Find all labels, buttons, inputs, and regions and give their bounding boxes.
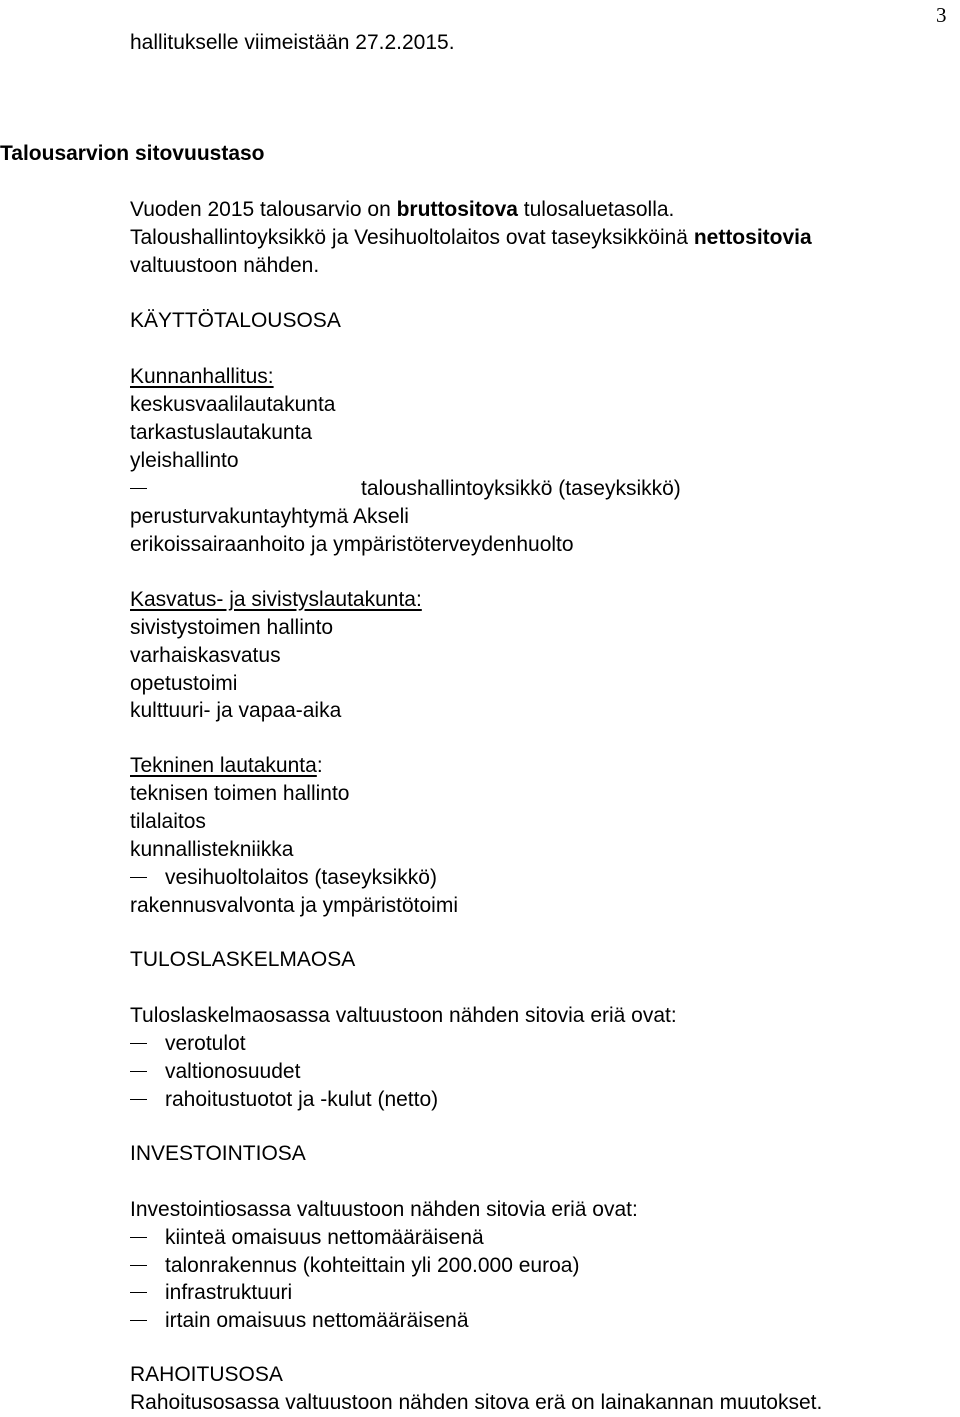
- investment-item-0: kiinteä omaisuus nettomääräisenä: [165, 1226, 484, 1249]
- dash-bullet: [130, 1043, 147, 1044]
- investment-item-row-3: [130, 1307, 469, 1335]
- investment-heading: INVESTOINTIOSA: [130, 1142, 306, 1165]
- income-item-row-0: [130, 1030, 246, 1058]
- investment-intro: Investointiosassa valtuustoon nähden sitovia eriä ovat:: [130, 1198, 638, 1221]
- binding-level-line-1a: Vuoden 2015 talousarvio on: [130, 198, 397, 221]
- investment-item-2: infrastruktuuri: [165, 1281, 293, 1304]
- kunnanhallitus-item-4: erikoissairaanhoito ja ympäristöterveydenhuolto: [130, 533, 574, 556]
- dash-bullet: [130, 877, 147, 878]
- binding-level-line-2a: Taloushallintoyksikkö ja Vesihuoltolaitos ovat taseyksikköinä: [130, 226, 694, 249]
- income-item-row-1: [130, 1058, 300, 1086]
- kasvatus-item-3: kulttuuri- ja vapaa-aika: [130, 699, 342, 722]
- kasvatus-item-0: sivistystoimen hallinto: [130, 616, 334, 639]
- tekninen-item-0: teknisen toimen hallinto: [130, 782, 350, 805]
- investment-item-row-0: [130, 1224, 484, 1252]
- operating-heading: KÄYTTÖTALOUSOSA: [130, 309, 341, 332]
- kunnanhallitus-item-1: tarkastuslautakunta: [130, 421, 313, 444]
- kunnanhallitus-item-0: keskusvaalilautakunta: [130, 393, 336, 416]
- kunnanhallitus-item-2: yleishallinto: [130, 449, 239, 472]
- tekninen-item-3: rakennusvalvonta ja ympäristötoimi: [130, 894, 458, 917]
- kunnanhallitus-item-3: perusturvakuntayhtymä Akseli: [130, 505, 409, 528]
- tekninen-title: [130, 752, 323, 780]
- bruttositova-term: bruttositova: [396, 198, 518, 221]
- dash-bullet: [130, 1320, 147, 1321]
- kunnanhallitus-sub-dash: [130, 475, 147, 503]
- tekninen-item-2: kunnallistekniikka: [130, 838, 294, 861]
- binding-level-line-2: [130, 224, 812, 252]
- tekninen-title-colon: :: [316, 754, 323, 777]
- tekninen-sub-item: vesihuoltolaitos (taseyksikkö): [165, 866, 437, 889]
- tekninen-sub-item-row: [130, 864, 437, 892]
- financing-heading: RAHOITUSOSA: [130, 1363, 283, 1386]
- kasvatus-title: Kasvatus- ja sivistyslautakunta:: [130, 588, 422, 611]
- binding-level-line-1c: tulosaluetasolla.: [517, 198, 675, 221]
- kunnanhallitus-title: Kunnanhallitus:: [130, 365, 274, 388]
- investment-item-3: irtain omaisuus nettomääräisenä: [165, 1309, 469, 1332]
- tekninen-item-1: tilalaitos: [130, 810, 206, 833]
- binding-level-line-1: [130, 196, 674, 224]
- nettositovia-term: nettositovia: [693, 226, 812, 249]
- kasvatus-item-2: opetustoimi: [130, 672, 238, 695]
- investment-item-row-1: [130, 1252, 579, 1280]
- income-statement-intro: Tuloslaskelmaosassa valtuustoon nähden sitovia eriä ovat:: [130, 1004, 677, 1027]
- intro-line: hallitukselle viimeistään 27.2.2015.: [130, 31, 455, 54]
- income-item-2: rahoitustuotot ja -kulut (netto): [165, 1088, 439, 1111]
- income-item-1: valtionosuudet: [165, 1060, 301, 1083]
- income-item-0: verotulot: [165, 1032, 246, 1055]
- income-item-row-2: [130, 1086, 438, 1114]
- dash-bullet: [130, 1237, 147, 1238]
- dash-bullet: [130, 1292, 147, 1293]
- tekninen-title-text: Tekninen lautakunta: [130, 754, 317, 777]
- kunnanhallitus-sub-item: taloushallintoyksikkö (taseyksikkö): [361, 477, 681, 500]
- investment-item-1: talonrakennus (kohteittain yli 200.000 euroa): [165, 1254, 580, 1277]
- dash-bullet: [130, 1071, 147, 1072]
- kasvatus-item-1: varhaiskasvatus: [130, 644, 281, 667]
- financing-text: Rahoitusosassa valtuustoon nähden sitova erä on lainakannan muutokset.: [130, 1391, 823, 1414]
- binding-level-heading: Talousarvion sitovuustaso: [0, 142, 265, 165]
- page-number: 3: [936, 3, 947, 27]
- dash-bullet: [130, 1265, 147, 1266]
- investment-item-row-2: [130, 1279, 292, 1307]
- binding-level-line-3: valtuustoon nähden.: [130, 254, 320, 277]
- dash-bullet: [130, 1099, 147, 1100]
- income-statement-heading: TULOSLASKELMAOSA: [130, 948, 356, 971]
